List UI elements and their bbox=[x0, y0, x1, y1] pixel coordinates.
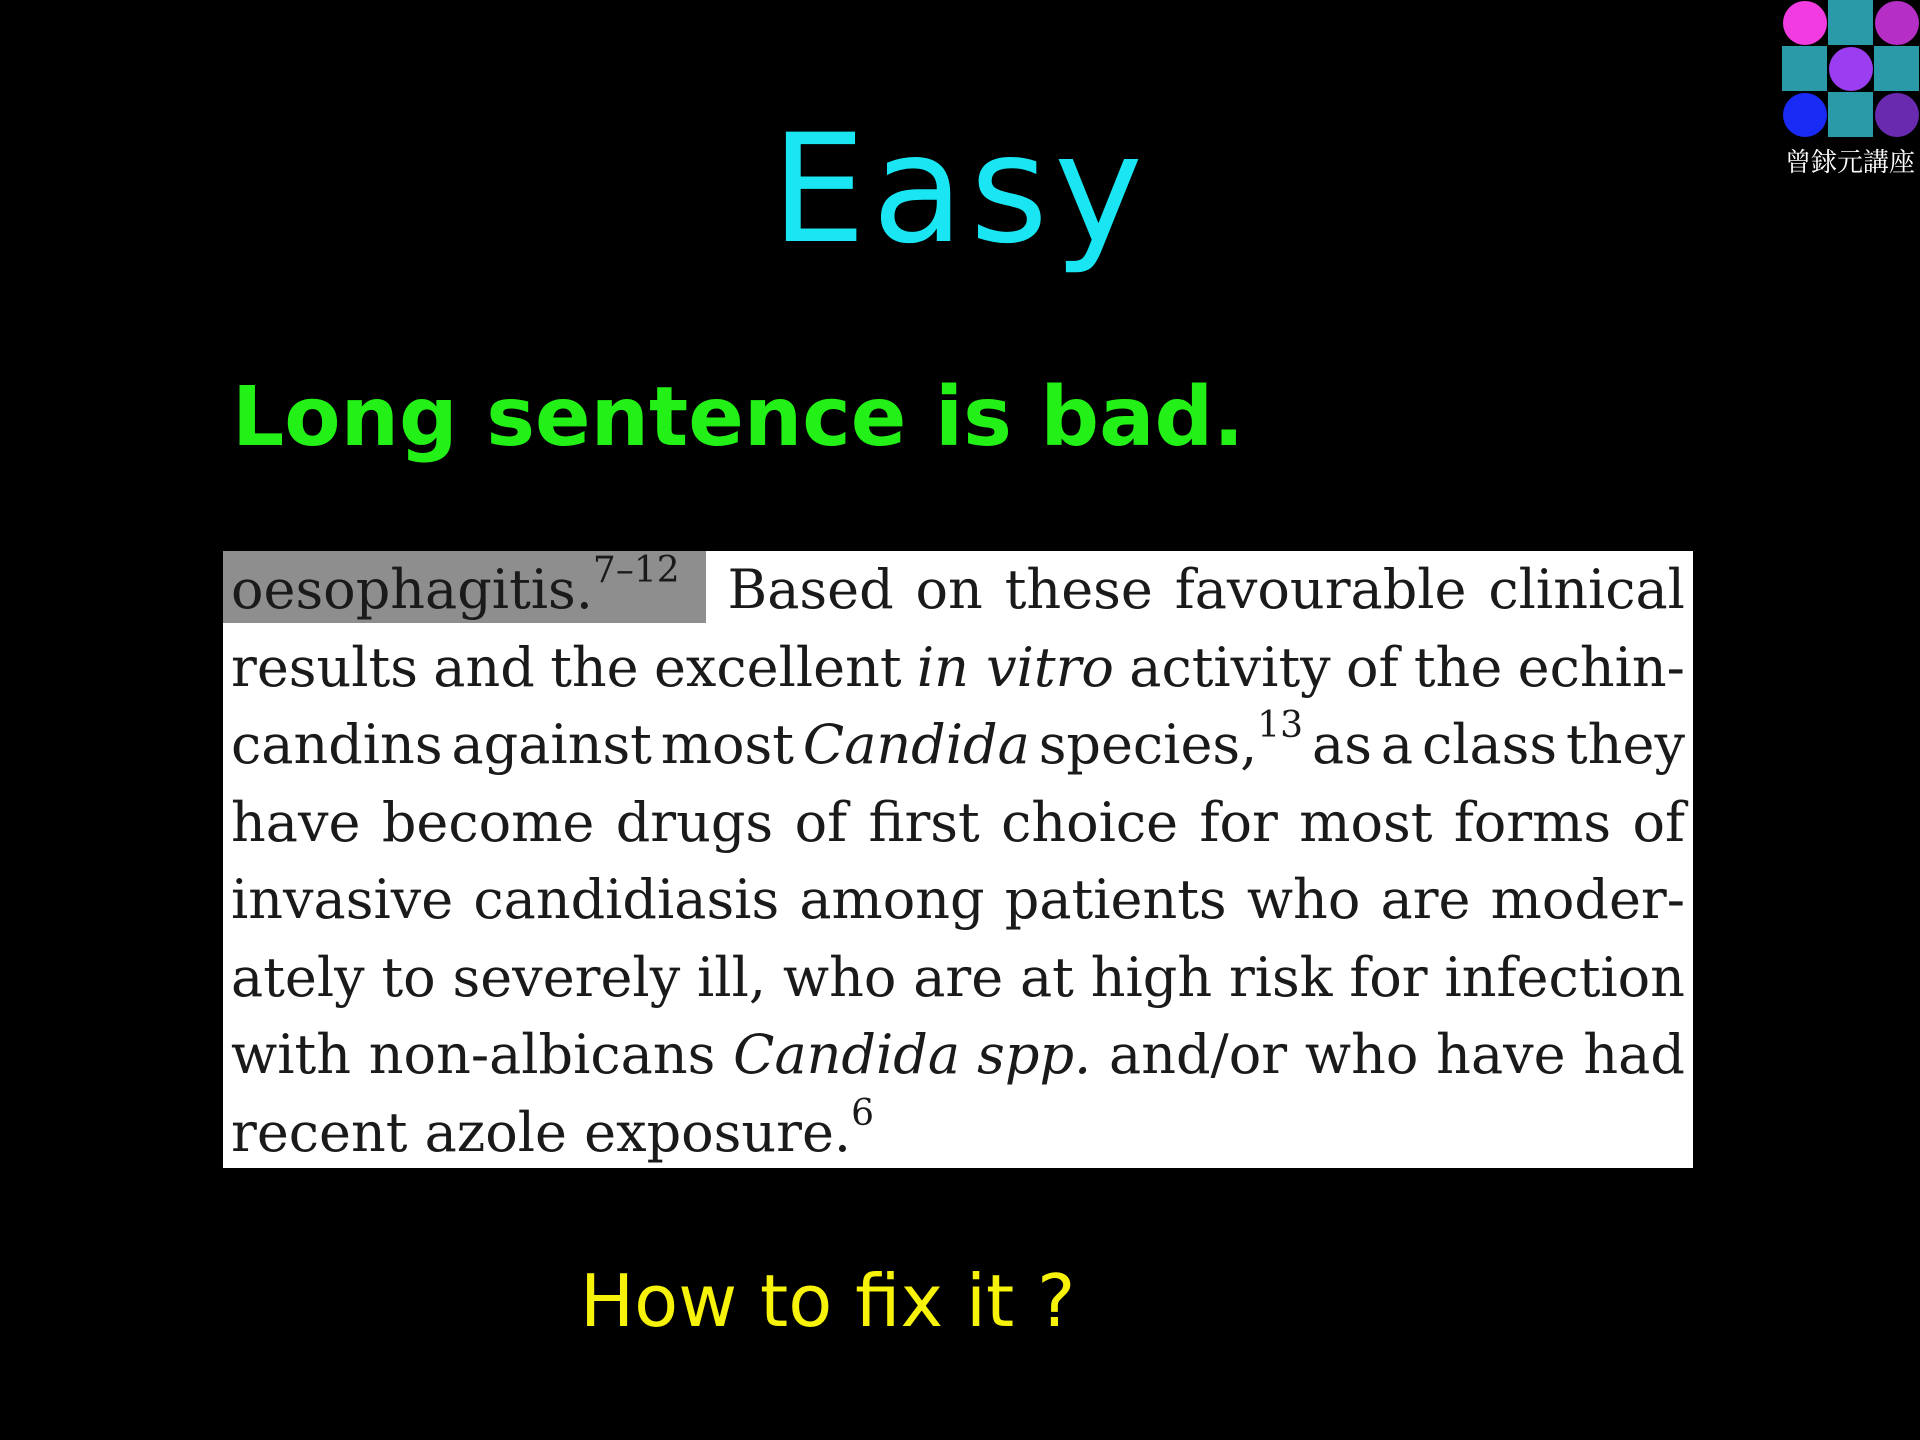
excerpt-word bbox=[1001, 784, 1178, 862]
excerpt-word bbox=[1020, 939, 1074, 1017]
word-text: non-albicans bbox=[368, 1023, 716, 1086]
excerpt-word bbox=[661, 706, 794, 784]
word-text: excellent bbox=[653, 635, 902, 699]
word-text: favourable bbox=[1174, 558, 1467, 621]
excerpt-word bbox=[1444, 939, 1685, 1017]
word-text: infection bbox=[1444, 945, 1685, 1009]
word-text: of bbox=[1346, 635, 1399, 699]
excerpt-word bbox=[1381, 706, 1413, 784]
excerpt-word bbox=[231, 629, 418, 707]
word-text: activity bbox=[1129, 635, 1331, 699]
word-text: the bbox=[550, 635, 639, 699]
excerpt-word bbox=[231, 939, 365, 1017]
word-text: in vitro bbox=[916, 635, 1114, 699]
excerpt-word bbox=[783, 939, 897, 1017]
citation-superscript: 7–12 bbox=[592, 550, 680, 591]
word-text: moder- bbox=[1490, 868, 1685, 931]
excerpt-word bbox=[369, 1016, 716, 1094]
citation-superscript: 6 bbox=[851, 1092, 874, 1134]
word-text: have bbox=[1436, 1023, 1566, 1086]
excerpt-line bbox=[231, 1016, 1685, 1094]
word-text: with bbox=[231, 1023, 351, 1086]
word-text: on bbox=[915, 558, 983, 621]
word-text: results bbox=[231, 635, 418, 699]
excerpt-word bbox=[916, 551, 983, 629]
excerpt-word bbox=[231, 706, 443, 784]
slide-subtitle: Long sentence is bad. bbox=[232, 370, 1245, 465]
excerpt-word bbox=[913, 939, 1003, 1017]
excerpt-word bbox=[917, 629, 1114, 707]
word-text: clinical bbox=[1488, 558, 1685, 621]
word-text: for bbox=[1349, 945, 1428, 1009]
excerpt-word bbox=[803, 706, 1030, 784]
excerpt-word bbox=[868, 784, 979, 862]
excerpt-word bbox=[1454, 784, 1611, 862]
excerpt-word bbox=[1200, 784, 1278, 862]
word-text: class bbox=[1421, 713, 1558, 776]
word-text: the bbox=[1413, 635, 1503, 699]
word-text: most bbox=[1299, 790, 1433, 854]
excerpt-word bbox=[616, 784, 773, 862]
slide-question: How to fix it ? bbox=[580, 1259, 1076, 1343]
logo-caption: 曾銶元講座 bbox=[1784, 148, 1915, 178]
excerpt-word bbox=[795, 784, 848, 862]
word-text: a bbox=[1380, 713, 1414, 776]
excerpt-word bbox=[1414, 629, 1502, 707]
excerpt-word bbox=[231, 784, 360, 862]
excerpt-line bbox=[231, 784, 1685, 862]
excerpt-word bbox=[1312, 706, 1372, 784]
word-text: who bbox=[1304, 1023, 1419, 1086]
word-text: at bbox=[1019, 945, 1074, 1009]
logo-tile bbox=[1783, 1, 1827, 45]
excerpt-word bbox=[1349, 939, 1427, 1017]
word-text: severely bbox=[452, 945, 681, 1009]
word-text: as bbox=[1312, 713, 1372, 776]
word-text: invasive bbox=[231, 868, 454, 931]
excerpt-word bbox=[1299, 784, 1432, 862]
excerpt-word bbox=[550, 629, 638, 707]
excerpt-line bbox=[231, 1094, 1685, 1172]
excerpt-word bbox=[1422, 706, 1557, 784]
excerpt-word bbox=[1488, 551, 1685, 629]
excerpt-line bbox=[231, 861, 1685, 939]
word-text: choice bbox=[1001, 790, 1179, 854]
word-text: Based bbox=[727, 558, 894, 621]
excerpt-word bbox=[231, 861, 453, 939]
word-text: of bbox=[794, 790, 848, 854]
excerpt-word bbox=[1632, 784, 1685, 862]
excerpt-word bbox=[1305, 1016, 1419, 1094]
word-text: first bbox=[868, 790, 980, 854]
excerpt-word bbox=[697, 939, 766, 1017]
excerpt-word bbox=[1129, 629, 1330, 707]
excerpt-word bbox=[1583, 1016, 1685, 1094]
word-text: risk bbox=[1228, 945, 1333, 1009]
word-text: candidiasis bbox=[473, 868, 780, 931]
excerpt-word bbox=[1381, 861, 1471, 939]
excerpt-word bbox=[453, 939, 681, 1017]
excerpt-word bbox=[451, 706, 651, 784]
word-text: candins bbox=[231, 713, 443, 776]
excerpt-word bbox=[1229, 939, 1333, 1017]
word-text: who bbox=[1246, 868, 1361, 931]
excerpt-word bbox=[728, 551, 894, 629]
excerpt-word bbox=[733, 1016, 1091, 1094]
word-text: who bbox=[782, 945, 897, 1009]
logo-tile bbox=[1875, 1, 1919, 45]
excerpt-word bbox=[1109, 1016, 1287, 1094]
word-text: become bbox=[381, 790, 595, 854]
slide-title: Easy bbox=[771, 103, 1149, 277]
excerpt-word bbox=[231, 1016, 351, 1094]
excerpt-word bbox=[1346, 629, 1399, 707]
word-text: among bbox=[799, 868, 985, 931]
excerpt-word bbox=[1175, 551, 1467, 629]
excerpt-word bbox=[1491, 861, 1685, 939]
excerpt-word bbox=[654, 629, 902, 707]
citation-superscript: 13 bbox=[1257, 705, 1304, 746]
logo-tile bbox=[1829, 47, 1873, 91]
excerpt-line bbox=[231, 939, 1685, 1017]
word-text: Candida spp. bbox=[733, 1023, 1092, 1086]
excerpt-line bbox=[231, 706, 1685, 784]
logo-tile bbox=[1874, 46, 1919, 91]
excerpt-word bbox=[1566, 706, 1685, 784]
excerpt-word bbox=[381, 939, 435, 1017]
excerpt-word bbox=[382, 784, 594, 862]
word-text: high bbox=[1090, 945, 1213, 1009]
excerpt-word bbox=[1005, 861, 1227, 939]
excerpt-word bbox=[433, 629, 535, 707]
word-text: drugs bbox=[615, 790, 774, 854]
word-text: most bbox=[660, 713, 794, 776]
word-text: Candida bbox=[802, 713, 1030, 776]
excerpt-word bbox=[799, 861, 984, 939]
word-text: have bbox=[231, 790, 361, 854]
highlighted-word bbox=[223, 551, 706, 623]
logo-tile bbox=[1828, 0, 1873, 45]
word-text: ill, bbox=[697, 945, 767, 1009]
word-text: to bbox=[381, 945, 436, 1009]
excerpt-word bbox=[1039, 706, 1303, 784]
excerpt-word bbox=[473, 861, 779, 939]
word-text: they bbox=[1566, 713, 1685, 776]
word-text: had bbox=[1583, 1023, 1685, 1086]
word-text: these bbox=[1004, 558, 1153, 621]
excerpt-line bbox=[231, 551, 1685, 629]
word-text: patients bbox=[1004, 868, 1227, 931]
word-text: for bbox=[1199, 790, 1278, 854]
word-text: echin- bbox=[1517, 635, 1685, 699]
excerpt-word bbox=[1091, 939, 1212, 1017]
text-excerpt bbox=[223, 551, 1693, 1168]
word-text: oesophagitis. bbox=[231, 558, 593, 621]
excerpt-word bbox=[231, 1094, 874, 1172]
word-text: ately bbox=[231, 945, 365, 1009]
word-text: are bbox=[913, 945, 1004, 1009]
word-text: against bbox=[451, 713, 652, 776]
excerpt-word bbox=[1005, 551, 1153, 629]
excerpt-word bbox=[1436, 1016, 1565, 1094]
word-text: of bbox=[1632, 790, 1685, 854]
word-text: forms bbox=[1453, 790, 1612, 854]
word-text: and/or bbox=[1109, 1023, 1288, 1086]
logo-tile bbox=[1782, 46, 1827, 91]
word-text: and bbox=[433, 635, 535, 699]
word-text: recent azole exposure. bbox=[231, 1100, 852, 1164]
excerpt-line bbox=[231, 629, 1685, 707]
excerpt-word bbox=[1518, 629, 1685, 707]
word-text: species, bbox=[1038, 713, 1258, 776]
excerpt-word bbox=[1247, 861, 1361, 939]
word-text: are bbox=[1380, 868, 1471, 931]
